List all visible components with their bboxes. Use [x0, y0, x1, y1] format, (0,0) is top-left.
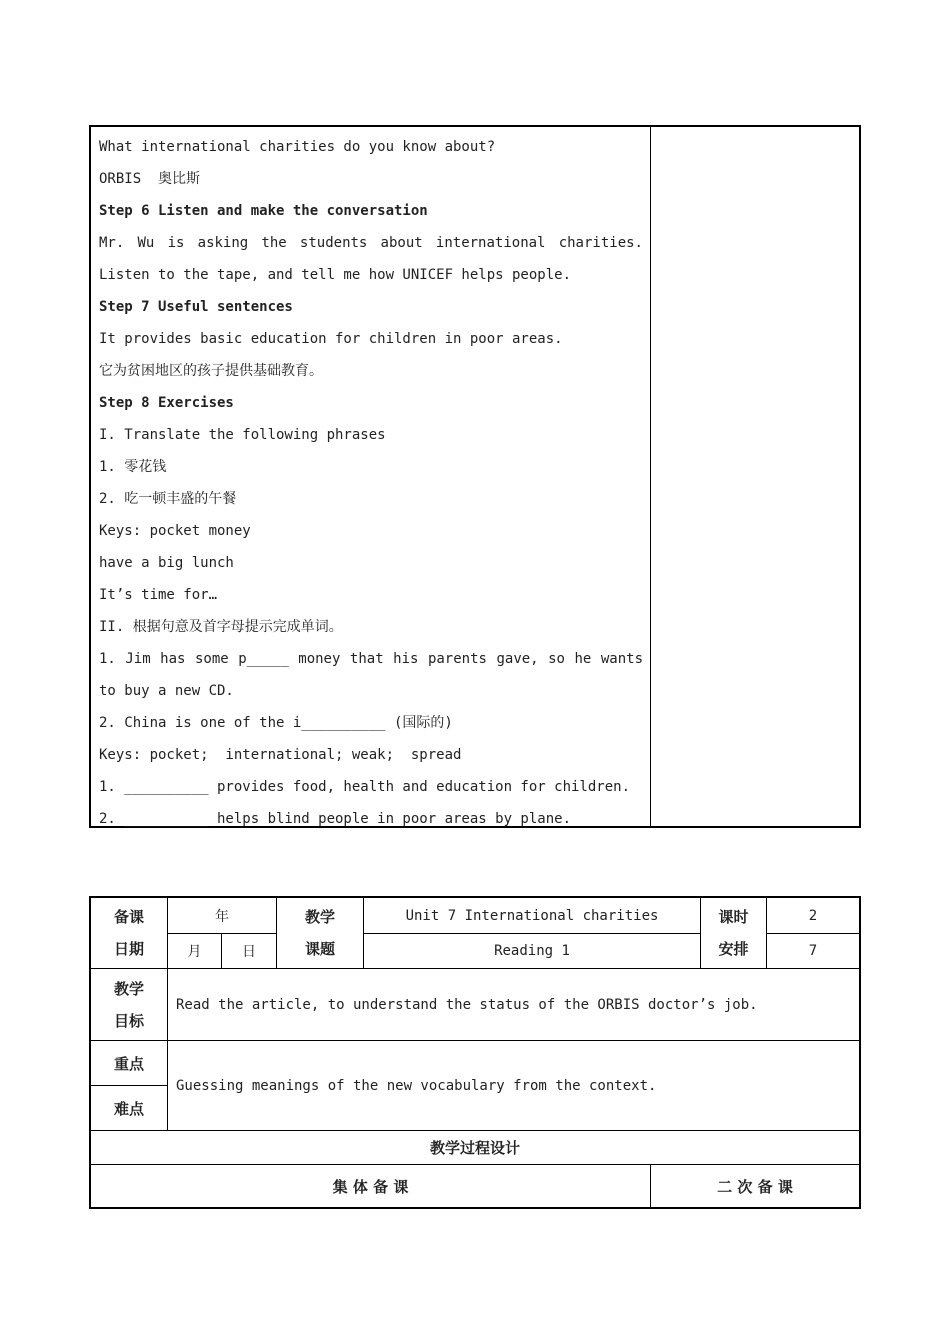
lesson-content-table — [89, 125, 861, 828]
topic-reading: Reading 1 — [494, 943, 570, 959]
key-text: Guessing meanings of the new vocabulary from the context. — [176, 1077, 657, 1094]
exercise-2-keys: Keys: pocket; international; weak; spread — [99, 747, 462, 763]
step7-sentence-zh: 它为贫困地区的孩子提供基础教育。 — [99, 363, 323, 379]
date-label-2: 日期 — [113, 940, 144, 958]
topic-unit: Unit 7 International charities — [405, 907, 659, 924]
second-header: 二 次 备 课 — [717, 1177, 793, 1196]
difficulty-label-cell — [91, 1086, 168, 1131]
difficulty-label: 难点 — [113, 1099, 144, 1118]
collective-header: 集 体 备 课 — [332, 1177, 409, 1196]
year-cell — [168, 898, 277, 934]
period-label-2: 安排 — [718, 940, 749, 958]
period-value-1-cell — [767, 898, 859, 934]
exercise-1-heading: I. Translate the following phrases — [99, 427, 386, 443]
month-cell — [168, 934, 222, 969]
date-label-cell — [91, 898, 168, 969]
exercise-2-item-1a: 1. Jim has some p_____ money that his parents gave, so he wants — [99, 651, 643, 667]
period-value-1: 2 — [808, 907, 818, 924]
topic-reading-cell — [364, 934, 701, 969]
topic-label-cell — [277, 898, 364, 969]
date-label-1: 备课 — [113, 908, 144, 926]
topic-label-2: 课题 — [304, 940, 335, 958]
process-title-cell — [91, 1131, 859, 1165]
period-value-2-cell — [767, 934, 859, 969]
exercise-1-item-1: 1. 零花钱 — [99, 459, 167, 475]
step6-heading: Step 6 Listen and make the conversation — [99, 203, 428, 219]
collective-header-cell — [91, 1165, 651, 1207]
exercise-3-item-2: 2. __________ helps blind people in poor areas by plane. — [99, 811, 572, 827]
collective-prep-column — [91, 127, 651, 826]
goal-label-2: 目标 — [113, 1011, 144, 1030]
topic-unit-cell — [364, 898, 701, 934]
question-line: What international charities do you know about? — [99, 139, 496, 155]
key-label-cell — [91, 1041, 168, 1086]
keys-line-1: Keys: pocket money — [99, 523, 251, 539]
step6-text-2: Listen to the tape, and tell me how UNICEF helps people. — [99, 267, 572, 283]
exercise-2-item-2: 2. China is one of the i__________ (国际的) — [99, 715, 453, 731]
exercise-1-item-2: 2. 吃一顿丰盛的午餐 — [99, 491, 237, 507]
keys-line-2: have a big lunch — [99, 555, 234, 571]
period-label-1: 课时 — [718, 908, 749, 926]
orbis-line: ORBIS 奥比斯 — [99, 171, 201, 187]
key-label: 重点 — [113, 1054, 144, 1073]
topic-label-1: 教学 — [304, 908, 335, 926]
goal-label-cell — [91, 969, 168, 1041]
second-prep-column — [651, 127, 859, 826]
step7-heading: Step 7 Useful sentences — [99, 299, 293, 315]
exercise-2-item-1b: to buy a new CD. — [99, 683, 234, 699]
day-label: 日 — [242, 944, 256, 960]
lesson-info-table — [89, 896, 861, 1209]
goal-text-cell — [168, 969, 859, 1041]
keys-line-3: It’s time for… — [99, 587, 218, 603]
period-label-cell — [701, 898, 767, 969]
key-text-cell — [168, 1041, 859, 1131]
process-title: 教学过程设计 — [429, 1139, 520, 1157]
second-header-cell — [651, 1165, 859, 1207]
step8-heading: Step 8 Exercises — [99, 395, 234, 411]
day-cell — [222, 934, 277, 969]
goal-text: Read the article, to understand the status of the ORBIS doctor’s job. — [176, 996, 758, 1013]
goal-label-1: 教学 — [113, 979, 144, 998]
exercise-2-heading: II. 根据句意及首字母提示完成单词。 — [99, 619, 343, 635]
period-value-2: 7 — [808, 943, 818, 959]
exercise-3-item-1: 1. __________ provides food, health and education for children. — [99, 779, 631, 795]
year-label: 年 — [215, 908, 229, 925]
step6-text-1: Mr. Wu is asking the students about international charities. — [99, 235, 643, 251]
step7-sentence-en: It provides basic education for children in poor areas. — [99, 331, 563, 347]
month-label: 月 — [187, 944, 202, 960]
